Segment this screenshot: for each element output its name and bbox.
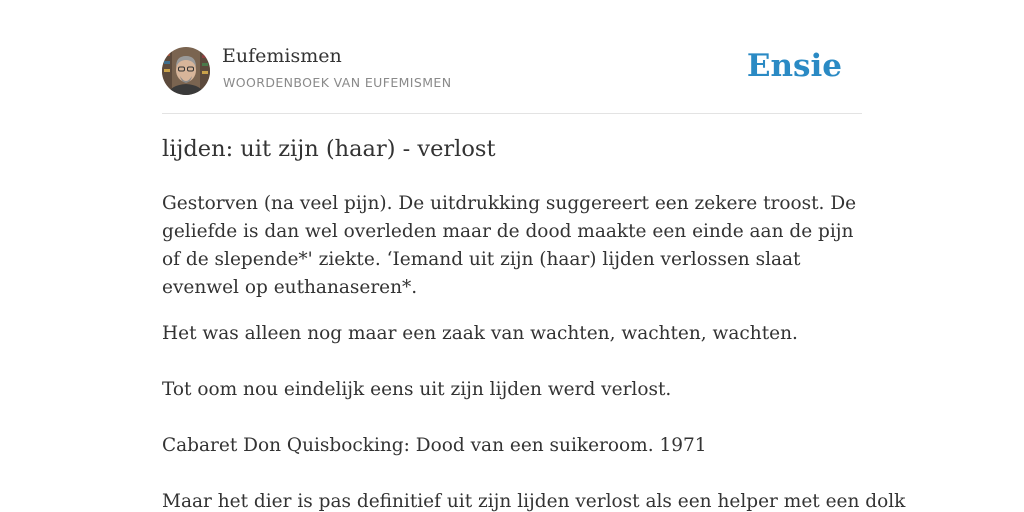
content-container: [162, 0, 906, 512]
entry-body: [162, 190, 906, 512]
brand-logo[interactable]: Ensie: [746, 48, 842, 84]
entry-definition: Gestorven (na veel pijn). De uitdrukking suggereert een zekere troost. De geliefde is dan wel overleden maar de dood maakte een einde aan de pijn of de slepende*' ziekte. ‘Iemand uit zijn (haar) lijden verlossen slaat evenwel op euthanaseren*.: [162, 193, 857, 298]
author-name[interactable]: Eufemismen: [222, 45, 342, 67]
author-portrait-icon: [162, 47, 210, 95]
example-line: Tot oom nou eindelijk eens uit zijn lijden werd verlost.: [162, 379, 672, 400]
example-source: Cabaret Don Quisbocking: Dood van een suikeroom. 1971: [162, 435, 707, 456]
example-line: Het was alleen nog maar een zaak van wachten, wachten, wachten.: [162, 323, 798, 344]
entry-title: lijden: uit zijn (haar) - verlost: [162, 136, 496, 162]
author-subtitle[interactable]: WOORDENBOEK VAN EUFEMISMEN: [223, 75, 452, 90]
header: [162, 0, 862, 114]
example-line: Maar het dier is pas definitief uit zijn lijden verlost als een helper met een dolk: [162, 491, 906, 512]
author-avatar[interactable]: [162, 47, 210, 95]
